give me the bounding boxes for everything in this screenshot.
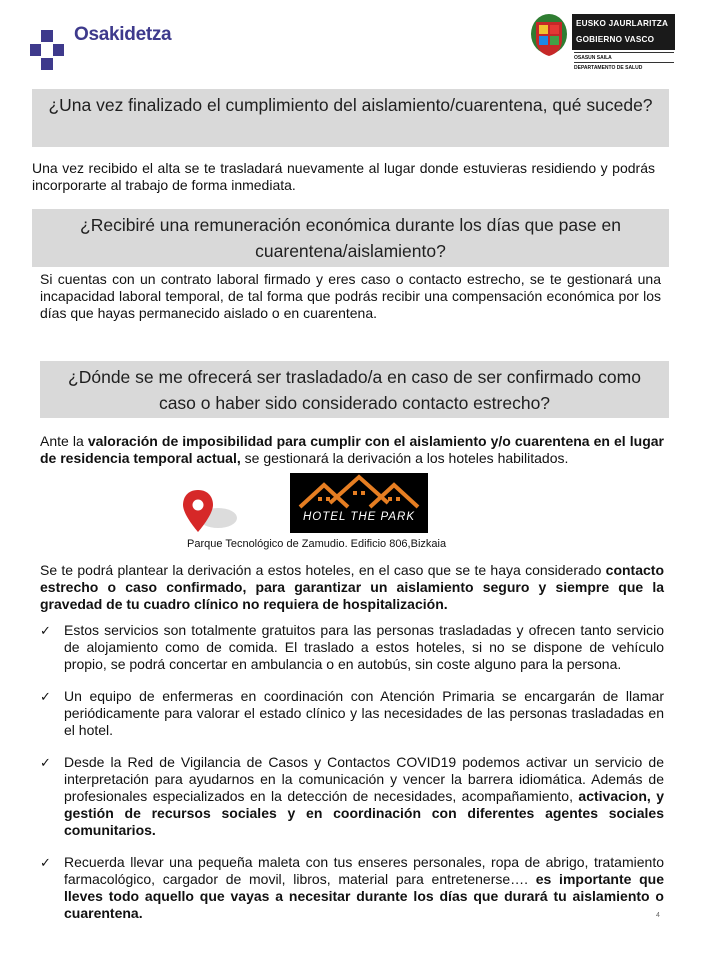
bullet-text: Recuerda llevar una pequeña maleta con tus enseres personales, ropa de abrigo, tratamiento farmacológico, cargador de movil, libros, material para entretenerse….	[64, 854, 664, 887]
answer-3-pre: Ante la	[40, 433, 88, 449]
list-item	[40, 688, 664, 739]
answer-3	[40, 433, 664, 467]
coat-of-arms-icon	[528, 12, 570, 60]
hotel-logo-text: HOTEL THE PARK	[303, 511, 415, 523]
gv-line-1: EUSKO JAURLARITZA	[576, 19, 669, 28]
checkmark-icon: ✓	[40, 855, 51, 870]
checkmark-icon: ✓	[40, 623, 51, 638]
question-2: ¿Recibiré una remuneración económica durante los días que pase en cuarentena/aislamiento?	[32, 209, 669, 267]
location-pin-icon	[178, 488, 240, 536]
answer-2: Si cuentas con un contrato laboral firmado y eres caso o contacto estrecho, se te gestionará una incapacidad laboral temporal, de tal forma que podrás recibir una compensación económica por los días que hayas permanecido aislado o en cuarentena.	[40, 271, 661, 321]
checkmark-icon: ✓	[40, 689, 51, 704]
bullet-bold: es importante que lleves todo aquello que vayas a necesitar durante los días que durará tu aislamiento o cuarentena.	[64, 871, 664, 921]
bullet-text: Un equipo de enfermeras en coordinación con Atención Primaria se encargarán de llamar periódicamente para valorar el estado clínico y las necesidades de las personas trasladadas en el hotel.	[64, 688, 664, 738]
osakidetza-wordmark: Osakidetza	[74, 24, 172, 45]
gv-rule	[574, 62, 674, 63]
answer-1: Una vez recibido el alta se te trasladará nuevamente al lugar donde estuvieras residiendo y podrás incorporarte al trabajo de forma inmediata.	[32, 160, 655, 193]
osakidetza-cross-icon	[28, 28, 68, 78]
question-3: ¿Dónde se me ofrecerá ser trasladado/a en caso de ser confirmado como caso o haber sido considerado contacto estrecho?	[40, 361, 669, 418]
list-item	[40, 854, 664, 922]
checkmark-icon: ✓	[40, 755, 51, 770]
hotel-roof-icon	[290, 473, 428, 513]
gobierno-vasco-logo	[528, 12, 688, 92]
derivation-bold: contacto estrecho o caso confirmado, para garantizar un aislamiento seguro y siempre que la gravedad de tu cuadro clínico no requiera de hospitalización.	[40, 562, 664, 612]
list-item	[40, 622, 664, 673]
hotel-the-park-logo	[290, 473, 428, 533]
derivation-pre: Se te podrá plantear la derivación a estos hoteles, en el caso que se te haya considerado	[40, 562, 606, 578]
list-item	[40, 754, 664, 839]
gobierno-vasco-box	[572, 14, 675, 50]
page-number: 4	[656, 912, 660, 919]
gv-rule	[574, 52, 674, 53]
bullet-bold: activacion, y gestión de recursos sociales y en coordinación con diferentes agentes sociales comunitarios.	[64, 788, 664, 838]
derivation-paragraph	[40, 562, 664, 613]
hotel-address-caption: Parque Tecnológico de Zamudio. Edificio 806,Bizkaia	[187, 538, 447, 550]
answer-3-bold: valoración de imposibilidad para cumplir con el aislamiento y/o cuarentena en el lugar de residencia temporal actual,	[40, 433, 664, 466]
osakidetza-logo	[28, 24, 178, 80]
question-1: ¿Una vez finalizado el cumplimiento del aislamiento/cuarentena, qué sucede?	[32, 89, 669, 147]
answer-3-post: se gestionará la derivación a los hoteles habilitados.	[240, 450, 569, 466]
gv-sub-1: OSASUN SAILA	[574, 55, 612, 61]
gv-sub-2: DEPARTAMENTO DE SALUD	[574, 65, 643, 71]
bullet-text: Desde la Red de Vigilancia de Casos y Contactos COVID19 podemos activar un servicio de interpretación para ayudarnos en la comunicación y vencer la barrera idiomática. Además de profesionales especializados en la detección de necesidades, acompañamiento,	[64, 754, 664, 804]
gv-line-2: GOBIERNO VASCO	[576, 35, 655, 44]
bullet-text: Estos servicios son totalmente gratuitos para las personas trasladadas y ofrecen tanto servicio de alojamiento como de comida. El traslado a estos hoteles, si no se dispone de vehículo propio, se podrá concertar en ambulancia o en autobús, sin coste alguno para la persona.	[64, 622, 664, 672]
bullet-list	[40, 622, 664, 937]
